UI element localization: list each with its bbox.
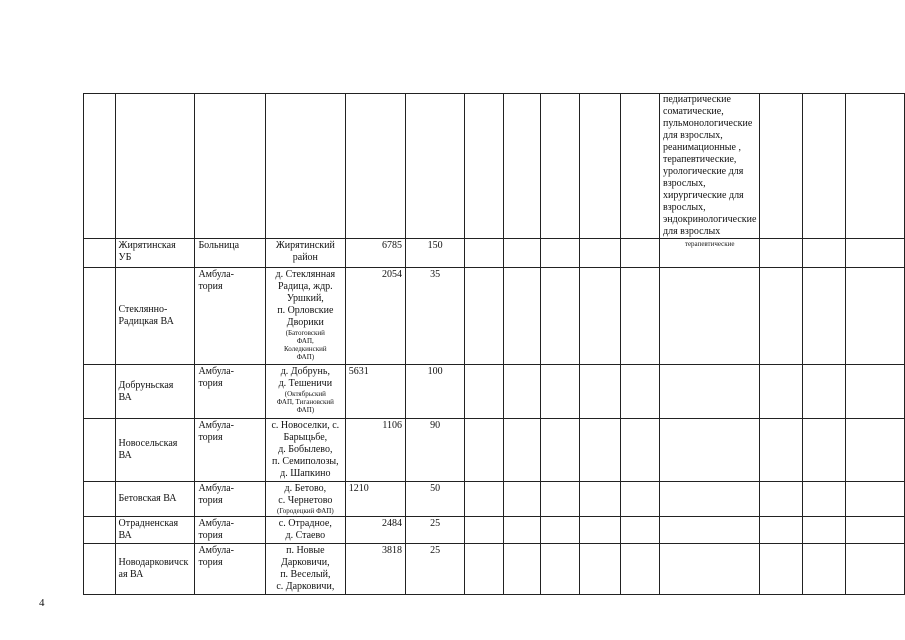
beds-value: 100 <box>406 365 465 419</box>
table-cell <box>195 94 266 239</box>
table-cell <box>580 419 620 482</box>
beds-value: 150 <box>406 239 465 268</box>
table-cell <box>802 517 845 544</box>
table-cell <box>845 517 904 544</box>
table-cell <box>540 517 579 544</box>
facility-type: Амбула- тория <box>195 517 266 544</box>
table-cell <box>660 517 760 544</box>
table-cell <box>84 544 116 595</box>
service-area: д. Добрунь, д. Тешеничи (Октябрьский ФАП, Тигановский ФАП) <box>265 365 345 419</box>
table-cell <box>802 544 845 595</box>
table-cell <box>845 544 904 595</box>
table-cell <box>802 268 845 365</box>
table-cell <box>760 365 802 419</box>
table-row <box>84 517 905 544</box>
beds-value: 90 <box>406 419 465 482</box>
table-cell <box>802 482 845 517</box>
table-cell <box>84 517 116 544</box>
fap-note: (Батоговский ФАП, Коледкинский ФАП) <box>283 329 327 361</box>
table-cell <box>845 94 904 239</box>
population-value: 2054 <box>345 268 405 365</box>
bed-profiles-cell: педиатрические соматические, пульмонологические для взрослых, реанимационные , терапевтические, урологические для взрослых, хирургические для взрослых, эндокринологические для взрослых <box>660 94 760 239</box>
table-row <box>84 94 905 239</box>
facility-name: Жирятинская УБ <box>115 239 195 268</box>
facility-name: Добруньская ВА <box>115 365 195 419</box>
table-cell <box>660 365 760 419</box>
table-cell <box>84 94 116 239</box>
table-cell <box>845 239 904 268</box>
table-cell <box>503 268 540 365</box>
table-cell <box>503 482 540 517</box>
beds-value: 50 <box>406 482 465 517</box>
table-cell <box>115 94 195 239</box>
table-cell <box>845 365 904 419</box>
table-cell <box>760 517 802 544</box>
fap-note: (Октябрьский ФАП, Тигановский ФАП) <box>276 390 334 414</box>
table-cell <box>84 482 116 517</box>
table-cell <box>84 268 116 365</box>
table-cell <box>406 94 465 239</box>
table-cell <box>660 544 760 595</box>
service-area: с. Отрадное, д. Стаево <box>265 517 345 544</box>
table-cell <box>540 268 579 365</box>
table-cell <box>620 517 659 544</box>
facility-name: Новосельская ВА <box>115 419 195 482</box>
table-cell <box>802 419 845 482</box>
service-area: Жирятинский район <box>265 239 345 268</box>
table-cell <box>620 365 659 419</box>
table-cell <box>760 419 802 482</box>
table-cell <box>265 94 345 239</box>
facility-type: Амбула- тория <box>195 365 266 419</box>
page-number: 4 <box>39 597 45 609</box>
table-cell <box>802 239 845 268</box>
table-cell <box>503 517 540 544</box>
table-cell <box>845 419 904 482</box>
table-row <box>84 482 905 517</box>
table-cell <box>620 268 659 365</box>
table-row <box>84 544 905 595</box>
table-cell <box>503 544 540 595</box>
population-value: 1106 <box>345 419 405 482</box>
table-cell <box>845 482 904 517</box>
table-cell <box>503 365 540 419</box>
facility-name: Отрадненская ВА <box>115 517 195 544</box>
table-cell <box>760 239 802 268</box>
table-row <box>84 239 905 268</box>
table-cell <box>465 517 503 544</box>
beds-value: 25 <box>406 544 465 595</box>
table-cell <box>503 94 540 239</box>
table-cell <box>540 419 579 482</box>
table-cell <box>845 268 904 365</box>
table-cell <box>620 419 659 482</box>
table-cell <box>84 419 116 482</box>
table-cell <box>620 94 659 239</box>
table-cell <box>580 517 620 544</box>
table-cell <box>802 94 845 239</box>
service-area: д. Стеклянная Радица, ждр. Уршкий, п. Орловские Дворики (Батоговский ФАП, Коледкинский ФАП) <box>265 268 345 365</box>
population-value: 5631 <box>345 365 405 419</box>
table-cell <box>580 94 620 239</box>
population-value: 6785 <box>345 239 405 268</box>
population-value: 3818 <box>345 544 405 595</box>
table-cell <box>580 365 620 419</box>
table-cell <box>465 419 503 482</box>
service-area: д. Бетово, с. Чернетово (Городецкий ФАП) <box>265 482 345 517</box>
table-cell <box>660 268 760 365</box>
table-cell <box>620 482 659 517</box>
table-cell <box>620 239 659 268</box>
table-row <box>84 365 905 419</box>
table-cell <box>580 239 620 268</box>
table-row <box>84 268 905 365</box>
table-cell <box>760 544 802 595</box>
table-cell <box>540 544 579 595</box>
facility-name: Новодарковичск ая ВА <box>115 544 195 595</box>
table-cell <box>540 239 579 268</box>
table-cell <box>660 482 760 517</box>
facility-type: Амбула- тория <box>195 268 266 365</box>
table-cell <box>84 365 116 419</box>
table-cell <box>84 239 116 268</box>
table-cell <box>345 94 405 239</box>
table-cell <box>802 365 845 419</box>
table-cell <box>540 94 579 239</box>
table-cell <box>540 482 579 517</box>
table-cell <box>660 419 760 482</box>
table-cell <box>760 94 802 239</box>
table-cell <box>580 268 620 365</box>
bed-profile-value: терапевтические <box>660 239 760 268</box>
hospital-table <box>83 93 905 595</box>
table-cell <box>465 482 503 517</box>
fap-note: (Городецкий ФАП) <box>277 507 334 515</box>
table-cell <box>465 365 503 419</box>
table-cell <box>620 544 659 595</box>
table-cell <box>465 268 503 365</box>
table-cell <box>580 482 620 517</box>
table-cell <box>465 239 503 268</box>
beds-value: 25 <box>406 517 465 544</box>
table-cell <box>465 94 503 239</box>
facility-type: Амбула- тория <box>195 482 266 517</box>
service-area: с. Новоселки, с. Барыцьбе, д. Бобылево, п. Семиполозы, д. Шапкино <box>265 419 345 482</box>
table-cell <box>465 544 503 595</box>
facility-name: Стеклянно- Радицкая ВА <box>115 268 195 365</box>
table-cell <box>760 482 802 517</box>
table-cell <box>580 544 620 595</box>
population-value: 1210 <box>345 482 405 517</box>
facility-type: Амбула- тория <box>195 544 266 595</box>
facility-name: Бетовская ВА <box>115 482 195 517</box>
service-area: п. Новые Дарковичи, п. Веселый, с. Дарковичи, <box>265 544 345 595</box>
table-cell <box>540 365 579 419</box>
beds-value: 35 <box>406 268 465 365</box>
table-cell <box>760 268 802 365</box>
table-row <box>84 419 905 482</box>
population-value: 2484 <box>345 517 405 544</box>
table-cell <box>503 239 540 268</box>
facility-type: Амбула- тория <box>195 419 266 482</box>
table-cell <box>503 419 540 482</box>
facility-type: Больница <box>195 239 266 268</box>
